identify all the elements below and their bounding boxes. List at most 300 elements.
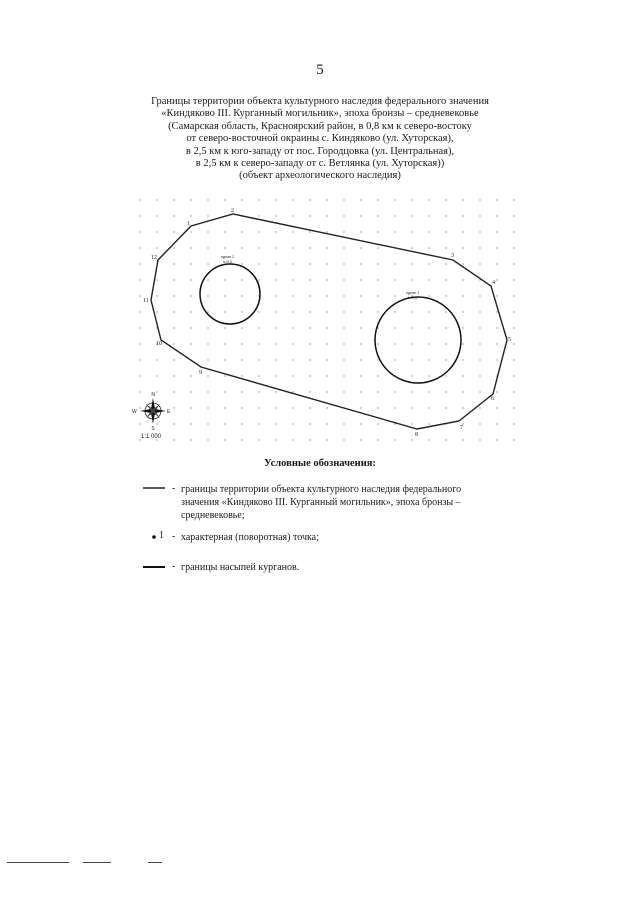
grid-dot	[326, 311, 327, 312]
grid-dot	[394, 359, 395, 360]
grid-dot	[207, 263, 208, 264]
grid-dot	[496, 311, 497, 312]
grid-dot	[275, 295, 276, 296]
grid-dot	[139, 279, 140, 280]
grid-dot	[394, 407, 395, 408]
grid-dot	[156, 391, 157, 392]
grid-dot	[275, 439, 276, 440]
grid-dot	[377, 215, 378, 216]
grid-dot	[309, 423, 310, 424]
point-label-5: 5	[508, 337, 511, 343]
grid-dot	[462, 279, 463, 280]
grid-dot	[224, 247, 225, 248]
grid-dot	[377, 407, 378, 408]
grid-dot	[292, 359, 293, 360]
grid-dot	[190, 343, 191, 344]
grid-dot	[224, 439, 225, 440]
grid-dot	[343, 439, 344, 440]
grid-dot	[411, 215, 412, 216]
grid-dot	[224, 231, 225, 232]
grid-dot	[139, 215, 140, 216]
grid-dot	[241, 231, 242, 232]
grid-dot	[326, 327, 327, 328]
grid-dot	[445, 295, 446, 296]
grid-dot	[360, 279, 361, 280]
footer-rule	[83, 862, 111, 863]
grid-dot	[394, 295, 395, 296]
grid-dot	[496, 279, 497, 280]
grid-dot	[445, 439, 446, 440]
mound-2-boundary	[200, 264, 260, 324]
grid-dot	[394, 311, 395, 312]
grid-dot	[139, 199, 140, 200]
grid-dot	[479, 391, 480, 392]
grid-dot	[292, 231, 293, 232]
grid-dot	[156, 231, 157, 232]
grid-dot	[445, 215, 446, 216]
grid-dot	[360, 295, 361, 296]
grid-dot	[428, 295, 429, 296]
grid-dot	[394, 263, 395, 264]
grid-dot	[445, 231, 446, 232]
grid-dot	[496, 231, 497, 232]
grid-dot	[377, 343, 378, 344]
grid-dot	[513, 295, 514, 296]
grid-dot	[241, 247, 242, 248]
title-line: «Киндяково III. Курганный могильник», эпоха бронзы – средневековье	[161, 108, 479, 120]
grid-dot	[258, 199, 259, 200]
grid-dot	[241, 279, 242, 280]
grid-dot	[462, 295, 463, 296]
grid-dot	[513, 231, 514, 232]
grid-dot	[479, 231, 480, 232]
grid-dot	[156, 423, 157, 424]
grid-dot	[360, 327, 361, 328]
grid-dot	[496, 247, 497, 248]
coordinate-grid	[139, 199, 514, 440]
grid-dot	[173, 295, 174, 296]
grid-dot	[326, 391, 327, 392]
grid-dot	[292, 311, 293, 312]
grid-dot	[428, 343, 429, 344]
grid-dot	[377, 231, 378, 232]
legend-text-line: средневековье;	[181, 510, 245, 521]
grid-dot	[360, 439, 361, 440]
grid-dot	[360, 263, 361, 264]
grid-dot	[173, 231, 174, 232]
grid-dot	[190, 215, 191, 216]
grid-dot	[224, 199, 225, 200]
grid-dot	[190, 295, 191, 296]
grid-dot	[445, 263, 446, 264]
mound-2-name: курган 2	[221, 255, 235, 259]
grid-dot	[445, 247, 446, 248]
grid-dot	[496, 343, 497, 344]
grid-dot	[462, 407, 463, 408]
grid-dot	[207, 247, 208, 248]
grid-dot	[394, 215, 395, 216]
grid-dot	[513, 375, 514, 376]
mound-1-height: h=0,4	[408, 296, 417, 300]
grid-dot	[428, 407, 429, 408]
grid-dot	[292, 439, 293, 440]
grid-dot	[411, 343, 412, 344]
grid-dot	[377, 439, 378, 440]
point-label-8: 8	[415, 432, 418, 438]
grid-dot	[326, 199, 327, 200]
grid-dot	[513, 439, 514, 440]
grid-dot	[173, 359, 174, 360]
grid-dot	[343, 327, 344, 328]
legend-item-mound	[181, 561, 299, 574]
grid-dot	[173, 279, 174, 280]
grid-dot	[190, 439, 191, 440]
grid-dot	[190, 247, 191, 248]
grid-dot	[479, 359, 480, 360]
grid-dot	[173, 263, 174, 264]
grid-dot	[462, 343, 463, 344]
point-label-10: 10	[156, 341, 162, 347]
grid-dot	[258, 311, 259, 312]
grid-dot	[496, 327, 497, 328]
grid-dot	[462, 215, 463, 216]
grid-dot	[428, 263, 429, 264]
grid-dot	[428, 391, 429, 392]
grid-dot	[496, 407, 497, 408]
grid-dot	[292, 375, 293, 376]
grid-dot	[190, 311, 191, 312]
grid-dot	[173, 439, 174, 440]
grid-dot	[411, 311, 412, 312]
title-line: (объект археологического наследия)	[239, 170, 401, 182]
grid-dot	[156, 375, 157, 376]
grid-dot	[190, 231, 191, 232]
grid-dot	[207, 231, 208, 232]
grid-dot	[207, 375, 208, 376]
grid-dot	[139, 311, 140, 312]
map-scale: 1:1 000	[141, 434, 162, 440]
grid-dot	[241, 311, 242, 312]
grid-dot	[241, 263, 242, 264]
grid-dot	[173, 327, 174, 328]
grid-dot	[377, 247, 378, 248]
grid-dot	[309, 279, 310, 280]
grid-dot	[513, 279, 514, 280]
grid-dot	[411, 359, 412, 360]
grid-dot	[377, 311, 378, 312]
grid-dot	[343, 375, 344, 376]
grid-dot	[462, 311, 463, 312]
point-label-4: 4	[492, 280, 495, 286]
grid-dot	[207, 407, 208, 408]
grid-dot	[292, 295, 293, 296]
grid-dot	[275, 199, 276, 200]
grid-dot	[428, 279, 429, 280]
grid-dot	[428, 215, 429, 216]
grid-dot	[309, 199, 310, 200]
grid-dot	[445, 343, 446, 344]
grid-dot	[343, 199, 344, 200]
grid-dot	[241, 391, 242, 392]
grid-dot	[326, 247, 327, 248]
grid-dot	[224, 279, 225, 280]
grid-dot	[445, 199, 446, 200]
footer-rule	[148, 862, 162, 863]
grid-dot	[173, 343, 174, 344]
legend-text-line: характерная (поворотная) точка;	[181, 532, 319, 543]
grid-dot	[139, 359, 140, 360]
grid-dot	[411, 327, 412, 328]
grid-dot	[275, 359, 276, 360]
grid-dot	[275, 263, 276, 264]
grid-dot	[292, 279, 293, 280]
grid-dot	[394, 327, 395, 328]
grid-dot	[139, 375, 140, 376]
legend-heading: Условные обозначения:	[264, 458, 376, 469]
grid-dot	[479, 375, 480, 376]
grid-dot	[241, 295, 242, 296]
grid-dot	[326, 407, 327, 408]
mound-2-height: h=0,3	[223, 260, 232, 264]
grid-dot	[258, 215, 259, 216]
grid-dot	[326, 263, 327, 264]
grid-dot	[479, 407, 480, 408]
grid-dot	[241, 343, 242, 344]
grid-dot	[258, 359, 259, 360]
compass-rose-icon	[132, 392, 171, 432]
grid-dot	[360, 359, 361, 360]
grid-dot	[207, 343, 208, 344]
grid-dot	[309, 263, 310, 264]
grid-dot	[207, 279, 208, 280]
grid-dot	[343, 295, 344, 296]
grid-dot	[241, 199, 242, 200]
grid-dot	[428, 199, 429, 200]
point-label-12: 12	[151, 255, 157, 261]
grid-dot	[513, 407, 514, 408]
grid-dot	[343, 391, 344, 392]
grid-dot	[207, 215, 208, 216]
grid-dot	[173, 423, 174, 424]
grid-dot	[190, 327, 191, 328]
grid-dot	[309, 327, 310, 328]
grid-dot	[207, 295, 208, 296]
grid-dot	[241, 359, 242, 360]
grid-dot	[462, 231, 463, 232]
grid-dot	[496, 439, 497, 440]
grid-dot	[479, 423, 480, 424]
grid-dot	[479, 263, 480, 264]
grid-dot	[190, 423, 191, 424]
grid-dot	[445, 359, 446, 360]
point-label-2: 2	[231, 208, 234, 214]
grid-dot	[360, 247, 361, 248]
grid-dot	[394, 231, 395, 232]
legend-text-line: границы территории объекта культурного наследия федерального	[181, 484, 462, 495]
grid-dot	[173, 311, 174, 312]
grid-dot	[292, 423, 293, 424]
grid-dot	[258, 343, 259, 344]
grid-dot	[360, 311, 361, 312]
grid-dot	[173, 215, 174, 216]
grid-dot	[139, 423, 140, 424]
grid-dot	[360, 391, 361, 392]
grid-dot	[139, 343, 140, 344]
grid-dot	[411, 439, 412, 440]
grid-dot	[360, 423, 361, 424]
grid-dot	[275, 407, 276, 408]
grid-dot	[292, 215, 293, 216]
grid-dot	[241, 407, 242, 408]
grid-dot	[411, 231, 412, 232]
point-label-3: 3	[451, 253, 454, 259]
grid-dot	[462, 439, 463, 440]
grid-dot	[513, 311, 514, 312]
point-label-6: 6	[491, 396, 494, 402]
grid-dot	[224, 327, 225, 328]
grid-dot	[343, 247, 344, 248]
grid-dot	[326, 375, 327, 376]
grid-dot	[326, 279, 327, 280]
grid-dot	[394, 423, 395, 424]
grid-dot	[428, 231, 429, 232]
grid-dot	[394, 391, 395, 392]
grid-dot	[377, 199, 378, 200]
grid-dot	[496, 423, 497, 424]
legend-dash: -	[172, 561, 176, 572]
grid-dot	[258, 423, 259, 424]
legend-item-boundary	[181, 483, 461, 522]
grid-dot	[343, 311, 344, 312]
title-line: в 2,5 км к северо-западу от с. Ветлянка (ул. Хуторская))	[195, 158, 445, 170]
grid-dot	[462, 247, 463, 248]
grid-dot	[241, 439, 242, 440]
grid-dot	[411, 247, 412, 248]
grid-dot	[394, 343, 395, 344]
grid-dot	[411, 199, 412, 200]
grid-dot	[343, 343, 344, 344]
grid-dot	[411, 263, 412, 264]
grid-dot	[139, 407, 140, 408]
grid-dot	[275, 391, 276, 392]
grid-dot	[360, 231, 361, 232]
grid-dot	[479, 311, 480, 312]
grid-dot	[360, 375, 361, 376]
grid-dot	[479, 343, 480, 344]
grid-dot	[326, 343, 327, 344]
legend-text-line: границы насыпей курганов.	[181, 562, 300, 573]
grid-dot	[428, 359, 429, 360]
grid-dot	[139, 295, 140, 296]
grid-dot	[496, 359, 497, 360]
grid-dot	[326, 359, 327, 360]
grid-dot	[139, 231, 140, 232]
grid-dot	[343, 423, 344, 424]
grid-dot	[479, 439, 480, 440]
grid-dot	[513, 199, 514, 200]
grid-dot	[292, 263, 293, 264]
grid-dot	[445, 407, 446, 408]
grid-dot	[275, 327, 276, 328]
grid-dot	[343, 231, 344, 232]
grid-dot	[258, 279, 259, 280]
grid-dot	[479, 327, 480, 328]
grid-dot	[292, 327, 293, 328]
grid-dot	[360, 343, 361, 344]
grid-dot	[139, 327, 140, 328]
grid-dot	[224, 391, 225, 392]
grid-dot	[156, 247, 157, 248]
grid-dot	[479, 215, 480, 216]
grid-dot	[377, 375, 378, 376]
grid-dot	[326, 295, 327, 296]
grid-dot	[173, 375, 174, 376]
grid-dot	[513, 391, 514, 392]
grid-dot	[275, 423, 276, 424]
grid-dot	[462, 199, 463, 200]
grid-dot	[156, 215, 157, 216]
title-line: в 2,5 км к юго-западу от пос. Городцовка (ул. Центральная),	[185, 145, 455, 157]
grid-dot	[343, 215, 344, 216]
grid-dot	[360, 199, 361, 200]
grid-dot	[258, 263, 259, 264]
title-line: (Самарская область, Красноярский район, в 0,8 км к северо-востоку	[168, 120, 472, 132]
legend-dash: -	[172, 483, 176, 494]
grid-dot	[309, 375, 310, 376]
grid-dot	[258, 231, 259, 232]
grid-dot	[496, 295, 497, 296]
grid-dot	[462, 375, 463, 376]
grid-dot	[309, 311, 310, 312]
grid-dot	[411, 279, 412, 280]
grid-dot	[479, 199, 480, 200]
grid-dot	[377, 263, 378, 264]
grid-dot	[309, 439, 310, 440]
grid-dot	[462, 327, 463, 328]
grid-dot	[275, 375, 276, 376]
grid-dot	[428, 247, 429, 248]
grid-dot	[190, 279, 191, 280]
grid-dot	[513, 247, 514, 248]
grid-dot	[173, 391, 174, 392]
grid-dot	[258, 247, 259, 248]
grid-dot	[394, 279, 395, 280]
grid-dot	[309, 231, 310, 232]
grid-dot	[411, 391, 412, 392]
grid-dot	[360, 215, 361, 216]
grid-dot	[377, 391, 378, 392]
title-line: Границы территории объекта культурного наследия федерального значения	[151, 96, 489, 107]
grid-dot	[513, 423, 514, 424]
grid-dot	[275, 343, 276, 344]
grid-dot	[275, 231, 276, 232]
grid-dot	[139, 263, 140, 264]
grid-dot	[292, 247, 293, 248]
grid-dot	[411, 407, 412, 408]
grid-dot	[445, 327, 446, 328]
grid-dot	[207, 359, 208, 360]
grid-dot	[377, 295, 378, 296]
grid-dot	[224, 423, 225, 424]
grid-dot	[496, 391, 497, 392]
grid-dot	[343, 263, 344, 264]
compass-south: S	[151, 426, 155, 432]
grid-dot	[275, 247, 276, 248]
grid-dot	[326, 439, 327, 440]
title-line: от северо-восточной окраины с. Киндяково (ул. Хуторская),	[186, 133, 454, 145]
mound-1-boundary	[375, 297, 461, 383]
legend-dash: -	[172, 531, 176, 542]
